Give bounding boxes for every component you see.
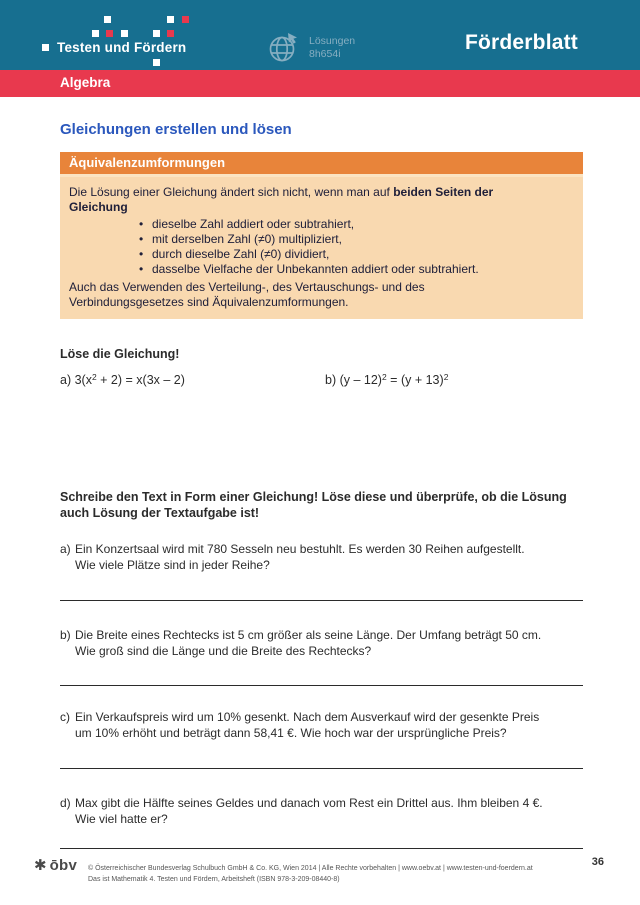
sheet-type-title: Förderblatt bbox=[464, 31, 578, 54]
question-text: Wie viel hatte er? bbox=[75, 812, 168, 826]
solutions-label: Lösungen bbox=[309, 35, 356, 47]
cursor-arrow-icon bbox=[288, 33, 297, 44]
question-text: um 10% erhöht und beträgt dann 58,41 €. Wie hoch war der ursprüngliche Preis? bbox=[75, 726, 507, 740]
logo-square bbox=[92, 30, 99, 37]
question-c bbox=[60, 709, 588, 741]
question-text: Wie viele Plätze sind in jeder Reihe? bbox=[75, 558, 270, 572]
answer-line-a bbox=[60, 600, 583, 601]
logo-square bbox=[104, 16, 111, 23]
rule-bullet: • durch dieselbe Zahl (≠0) dividiert, bbox=[139, 247, 574, 262]
solutions-code: 8h654i bbox=[309, 48, 341, 60]
intro-normal: Die Lösung einer Gleichung ändert sich nicht, wenn man auf bbox=[69, 185, 394, 199]
page-number: 36 bbox=[591, 856, 604, 868]
answer-line-d bbox=[60, 848, 583, 849]
logo-square bbox=[167, 16, 174, 23]
equation-a: a) $3(x^2 + 2) = x(3x - 2)$ bbox=[60, 371, 185, 387]
copyright-text: © Österreichischer Bundesverlag Schulbuch GmbH & Co. KG, Wien 2014 | Alle Rechte vorbehalten | www.oebv.at | www.testen-und-foerdern.at Das ist Mathematik 4. Testen und Fördern, Arbeitsheft (ISBN 978-3-209-08440-8) bbox=[88, 865, 533, 883]
rule-bullet-list bbox=[69, 217, 574, 277]
page-title: Gleichungen erstellen und lösen bbox=[60, 121, 292, 138]
solutions-info bbox=[268, 31, 355, 65]
question-label: d) bbox=[60, 796, 71, 810]
infobox-outro: Auch das Verwenden des Verteilung-, des Vertauschungs- und des Verbindungsgesetzes sind Äquivalenzumformungen. bbox=[69, 280, 425, 309]
logo-square bbox=[153, 30, 160, 37]
exponent: 2 bbox=[91, 371, 97, 382]
intro-bold: beiden Seiten der bbox=[393, 185, 494, 199]
question-a bbox=[60, 541, 588, 573]
oebv-star-icon: ✱ bbox=[34, 857, 47, 874]
answer-line-b bbox=[60, 685, 583, 686]
logo-square bbox=[182, 16, 189, 23]
question-text: Ein Konzertsaal wird mit 780 Sesseln neu bestuhlt. Es werden 30 Reihen aufgestellt. bbox=[75, 542, 525, 556]
infobox-body bbox=[60, 177, 583, 319]
question-text: Die Breite eines Rechtecks ist 5 cm größer als seine Länge. Der Umfang beträgt 50 cm. bbox=[75, 628, 542, 642]
exponent: 2 bbox=[443, 371, 449, 382]
header-banner bbox=[0, 0, 640, 70]
brand-name: Testen und Fördern bbox=[57, 40, 187, 55]
infobox-intro bbox=[69, 185, 574, 200]
globe-icon bbox=[268, 31, 300, 65]
logo-square bbox=[153, 59, 160, 66]
question-text: Ein Verkaufspreis wird um 10% gesenkt. Nach dem Ausverkauf wird der gesenkte Preis bbox=[75, 710, 540, 724]
logo-square bbox=[121, 30, 128, 37]
logo-square bbox=[42, 44, 49, 51]
question-d bbox=[60, 795, 588, 827]
subject-band bbox=[0, 70, 640, 97]
exponent: 2 bbox=[381, 371, 387, 382]
infobox-intro-line2: Gleichung bbox=[69, 200, 128, 214]
rule-bullet: • dieselbe Zahl addiert oder subtrahiert, bbox=[139, 217, 574, 232]
logo-square bbox=[167, 30, 174, 37]
equation-b: b) $(y - 12)^2 = (y + 13)^2$ bbox=[325, 371, 449, 387]
publisher-logo bbox=[34, 857, 77, 874]
question-label: a) bbox=[60, 542, 71, 556]
subject-label: Algebra bbox=[60, 75, 111, 90]
question-label: b) bbox=[60, 628, 71, 642]
task2-title: Schreibe den Text in Form einer Gleichung! Löse diese und überprüfe, ob die Lösung auch Lösung der Textaufgabe ist! bbox=[60, 490, 567, 520]
rule-bullet: • dasselbe Vielfache der Unbekannten addiert oder subtrahiert. bbox=[139, 262, 574, 277]
question-text: Max gibt die Hälfte seines Geldes und danach vom Rest ein Drittel aus. Ihm bleiben 4 €. bbox=[75, 796, 543, 810]
logo-square bbox=[106, 30, 113, 37]
question-label: c) bbox=[60, 710, 70, 724]
answer-line-c bbox=[60, 768, 583, 769]
rule-infobox bbox=[60, 152, 583, 319]
oebv-logo-text: ōbv bbox=[49, 857, 78, 874]
task1-title: Löse die Gleichung! bbox=[60, 347, 180, 361]
infobox-header: Äquivalenzumformungen bbox=[60, 152, 583, 177]
question-text: Wie groß sind die Länge und die Breite des Rechtecks? bbox=[75, 644, 372, 658]
question-b bbox=[60, 627, 588, 659]
rule-bullet: • mit derselben Zahl (≠0) multipliziert, bbox=[139, 232, 574, 247]
